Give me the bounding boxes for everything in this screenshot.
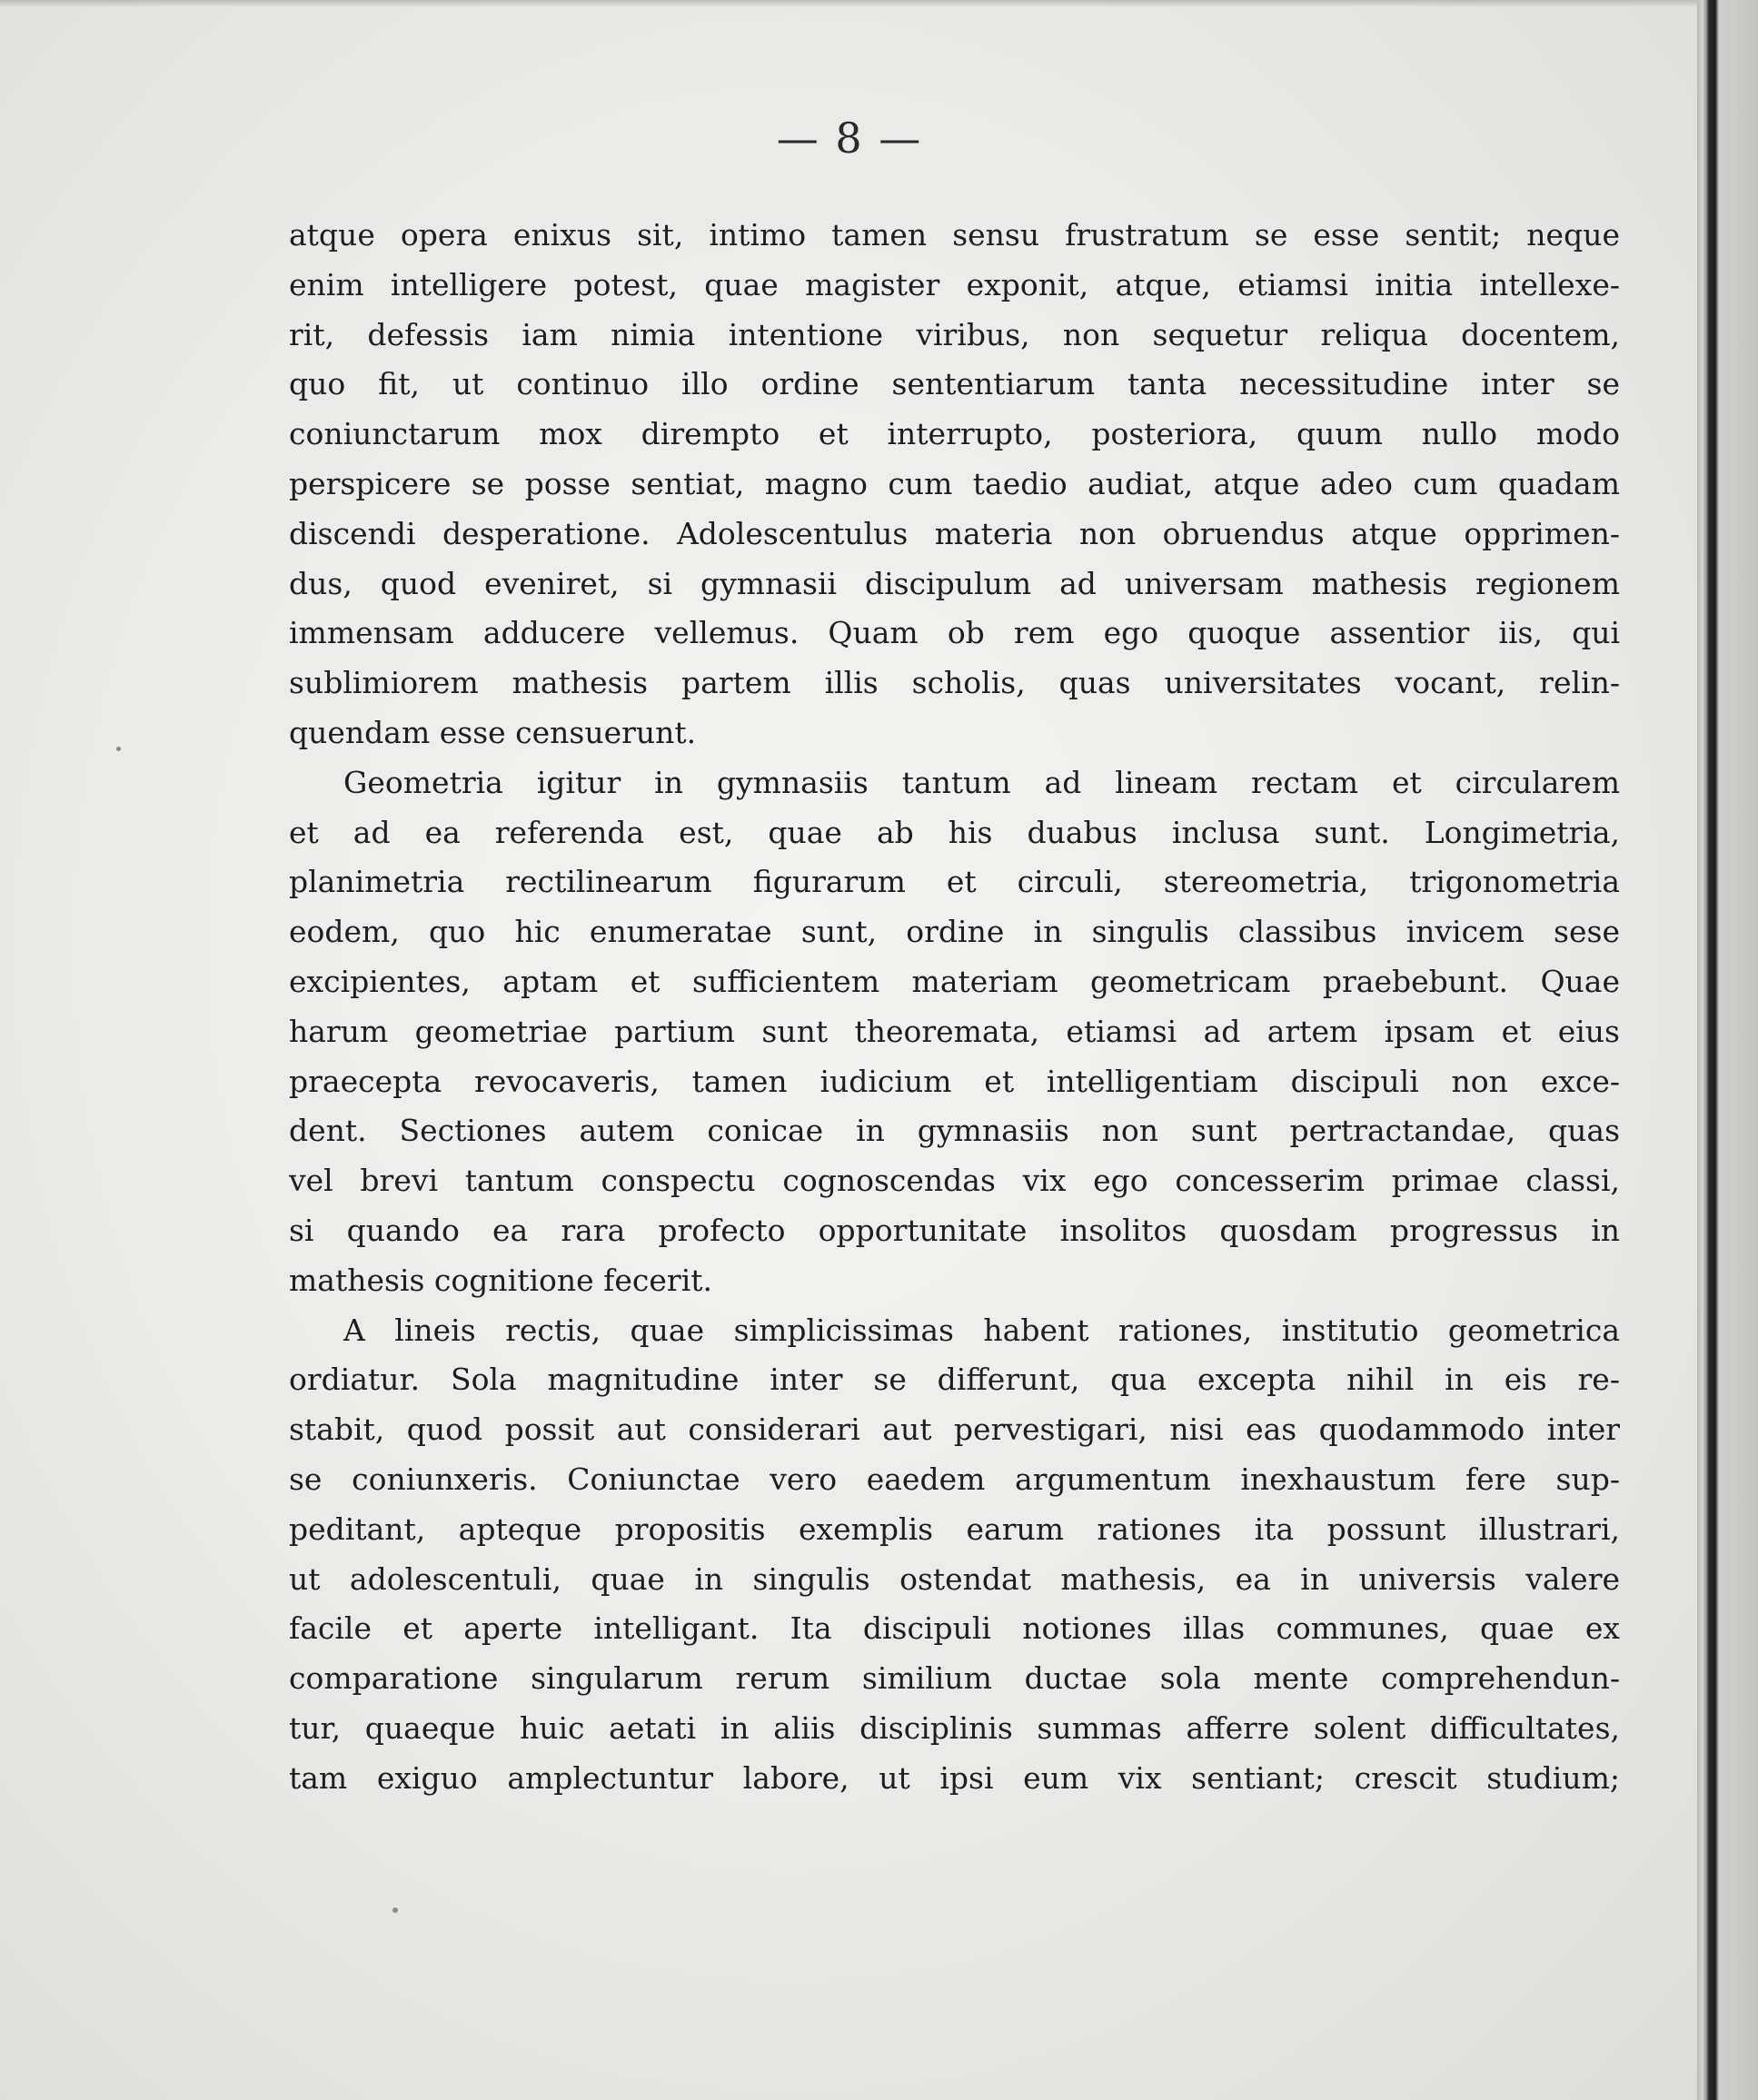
text-line: praecepta revocaveris, tamen iudicium et intelligentiam discipuli non exce- — [289, 1063, 1620, 1099]
text-line: se coniunxeris. Coniunctae vero eaedem argumentum inexhaustum fere sup- — [289, 1461, 1620, 1497]
text-line: ordiatur. Sola magnitudine inter se differunt, qua excepta nihil in eis re- — [289, 1362, 1620, 1398]
page-binding-edge — [1697, 0, 1758, 2100]
text-line: dent. Sectiones autem conicae in gymnasiis non sunt pertractandae, quas — [289, 1113, 1620, 1149]
text-line: enim intelligere potest, quae magister exponit, atque, etiamsi initia intellexe- — [289, 266, 1620, 302]
text-line: planimetria rectilinearum figurarum et circuli, stereometria, trigonometria — [289, 864, 1620, 900]
text-line: excipientes, aptam et sufficientem materiam geometricam praebebunt. Quae — [289, 963, 1620, 999]
paper-speck — [116, 747, 121, 751]
text-line: tur, quaeque huic aetati in aliis disciplinis summas afferre solent difficultates, — [289, 1709, 1620, 1746]
text-line: harum geometriae partium sunt theoremata, etiamsi ad artem ipsam et eius — [289, 1013, 1620, 1049]
text-line: eodem, quo hic enumeratae sunt, ordine in singulis classibus invicem sese — [289, 914, 1620, 950]
text-line: stabit, quod possit aut considerari aut pervestigari, nisi eas quodammodo inter — [289, 1412, 1620, 1448]
text-line: et ad ea referenda est, quae ab his duabus inclusa sunt. Longimetria, — [289, 814, 1620, 850]
paper-speck — [392, 1907, 398, 1913]
text-line: comparatione singularum rerum similium ductae sola mente comprehendun- — [289, 1660, 1620, 1697]
text-line: facile et aperte intelligant. Ita discipuli notiones illas communes, quae ex — [289, 1610, 1620, 1647]
page-number: — 8 — — [776, 114, 923, 163]
text-line: peditant, apteque propositis exemplis earum rationes ita possunt illustrari, — [289, 1511, 1620, 1547]
text-line: immensam adducere vellemus. Quam ob rem ego quoque assentior iis, qui — [289, 615, 1620, 651]
text-line: quendam esse censuerunt. — [289, 714, 697, 750]
text-line: si quando ea rara profecto opportunitate insolitos quosdam progressus in — [289, 1212, 1620, 1248]
text-line: mathesis cognitione fecerit. — [289, 1262, 712, 1298]
body-text — [289, 211, 1620, 1804]
text-line: discendi desperatione. Adolescentulus materia non obruendus atque opprimen- — [289, 515, 1620, 551]
text-line: perspicere se posse sentiat, magno cum taedio audiat, atque adeo cum quadam — [289, 465, 1620, 501]
text-line: A lineis rectis, quae simplicissimas habent rationes, institutio geometrica — [343, 1312, 1620, 1348]
text-line: quo fit, ut continuo illo ordine sententiarum tanta necessitudine inter se — [289, 366, 1620, 402]
paragraph-1 — [289, 211, 1620, 758]
text-line: sublimiorem mathesis partem illis scholis, quas universitates vocant, relin- — [289, 665, 1620, 701]
text-line: tam exiguo amplectuntur labore, ut ipsi eum vix sentiant; crescit studium; — [289, 1759, 1620, 1796]
paragraph-2 — [289, 758, 1620, 1306]
text-line: rit, defessis iam nimia intentione viribus, non sequetur reliqua docentem, — [289, 316, 1620, 352]
text-line: dus, quod eveniret, si gymnasii discipulum ad universam mathesis regionem — [289, 565, 1620, 601]
text-line: coniunctarum mox dirempto et interrupto, posteriora, quum nullo modo — [289, 416, 1620, 452]
paragraph-3 — [289, 1306, 1620, 1804]
text-line: Geometria igitur in gymnasiis tantum ad lineam rectam et circularem — [343, 764, 1620, 800]
text-line: ut adolescentuli, quae in singulis ostendat mathesis, ea in universis valere — [289, 1560, 1620, 1597]
text-line: atque opera enixus sit, intimo tamen sensu frustratum se esse sentit; neque — [289, 217, 1620, 253]
page-top-shadow — [0, 0, 1699, 7]
text-line: vel brevi tantum conspectu cognoscendas vix ego concesserim primae classi, — [289, 1163, 1620, 1199]
